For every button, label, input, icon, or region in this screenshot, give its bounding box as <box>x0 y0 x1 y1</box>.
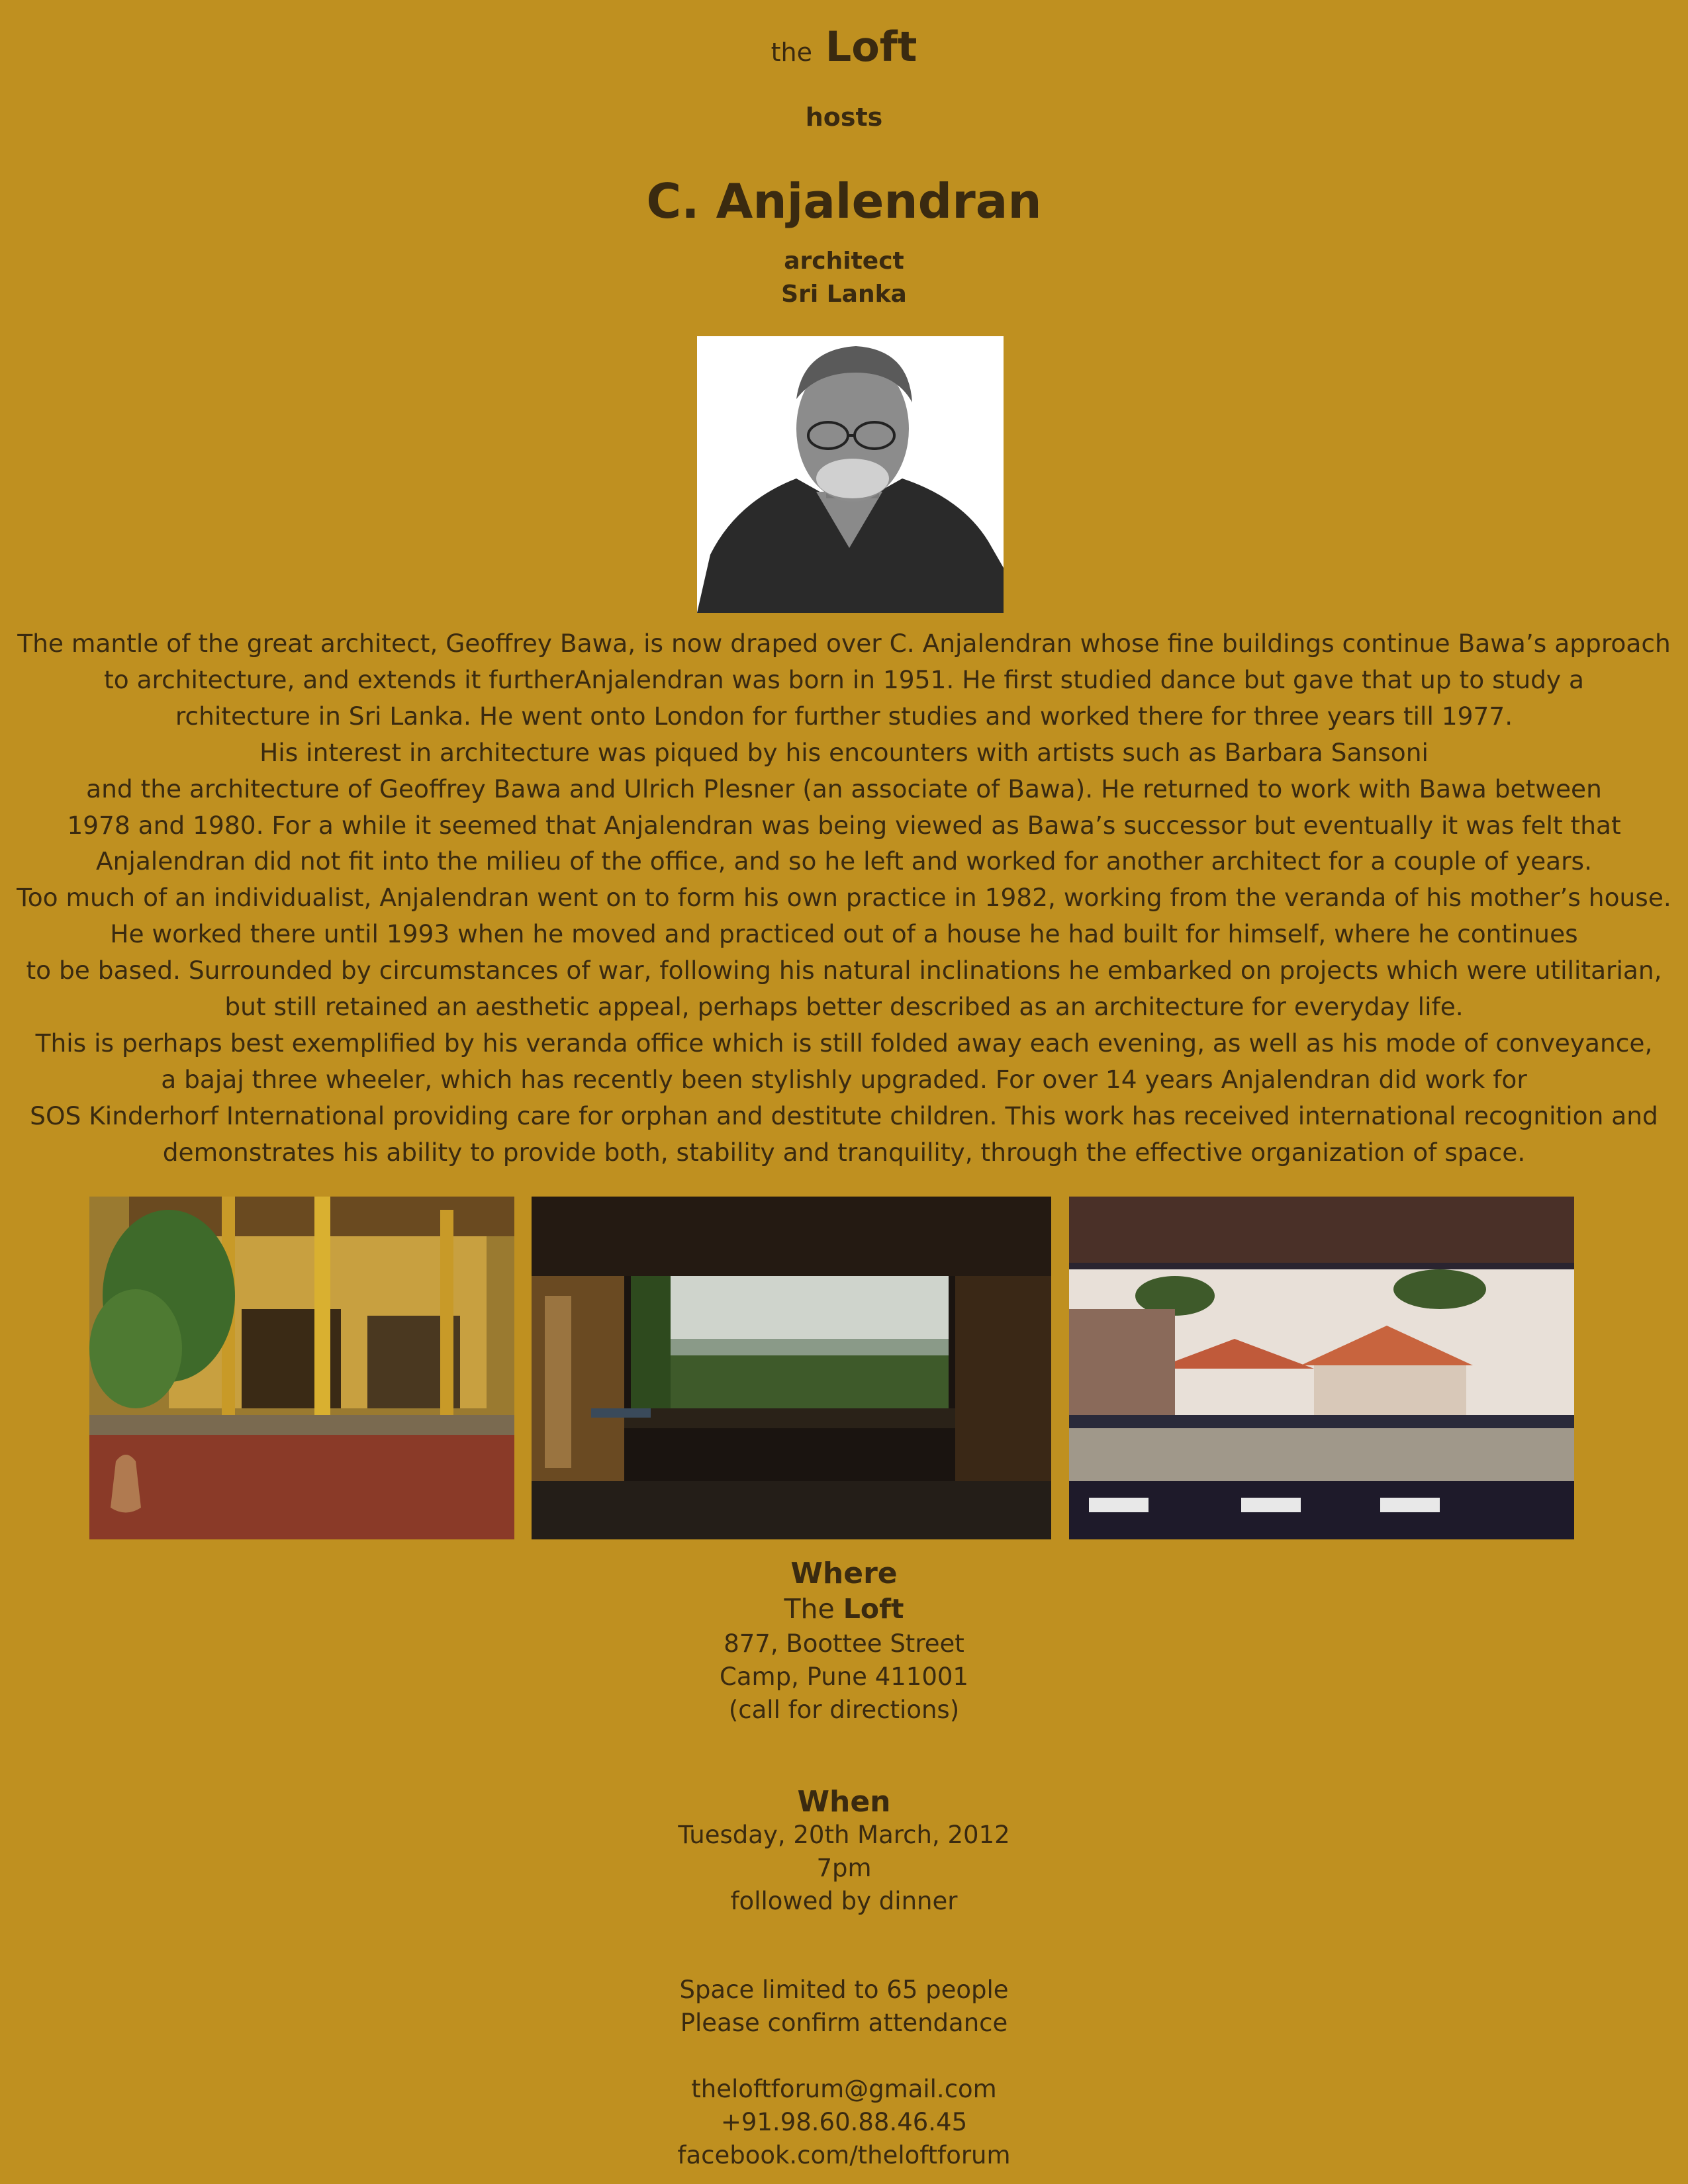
rsvp-section <box>0 1974 1688 2040</box>
event-time: 7pm <box>816 1854 872 1882</box>
bio-line: a bajaj three wheeler, which has recently been stylishly upgraded. For over 14 years Anjalendran did work for <box>161 1064 1527 1094</box>
bio-line: This is perhaps best exemplified by his veranda office which is still folded away each evening, as well as his mode of conveyance, <box>35 1028 1653 1058</box>
speaker-details <box>0 245 1688 311</box>
space-limit: Space limited to 65 people <box>679 1976 1009 2004</box>
when-heading: When <box>797 1785 891 1819</box>
venue-name: Loft <box>843 1593 904 1625</box>
where-heading: Where <box>790 1557 898 1590</box>
bio-line: 1978 and 1980. For a while it seemed that Anjalendran was being viewed as Bawa’s successor but eventually it was felt that <box>67 810 1621 840</box>
event-note: followed by dinner <box>730 1887 958 1915</box>
contact-email[interactable]: theloftforum@gmail.com <box>691 2075 997 2103</box>
contact-phone[interactable]: +91.98.60.88.46.45 <box>720 2108 968 2136</box>
speaker-portrait <box>697 336 1004 613</box>
venue <box>0 1590 1688 1627</box>
directions-note: (call for directions) <box>728 1696 960 1724</box>
event-date: Tuesday, 20th March, 2012 <box>678 1821 1010 1849</box>
where-section <box>0 1557 1688 1727</box>
speaker-role: architect <box>784 248 904 275</box>
bio-line: to be based. Surrounded by circumstances of war, following his natural inclinations he embarked on projects which were utilitarian, <box>26 956 1662 985</box>
when-section <box>0 1785 1688 1918</box>
address-line-2: Camp, Pune 411001 <box>720 1662 968 1691</box>
photo-veranda-view <box>532 1197 1051 1539</box>
bio-line: to architecture, and extends it furtherAnjalendran was born in 1951. He first studied dance but gave that up to study a <box>104 664 1584 694</box>
bio-line: rchitecture in Sri Lanka. He went onto London for further studies and worked there for three years till 1977. <box>175 701 1513 731</box>
venue-prefix: The <box>784 1593 835 1625</box>
bio-line: He worked there until 1993 when he moved and practiced out of a house he had built for himself, where he continues <box>110 919 1578 949</box>
brand-the: the <box>771 38 812 67</box>
photo-courtyard-house <box>89 1197 514 1539</box>
bio-line: but still retained an aesthetic appeal, perhaps better described as an architecture for everyday life. <box>224 992 1464 1022</box>
brand-loft: Loft <box>825 23 917 71</box>
bio-line: Anjalendran did not fit into the milieu of the office, and so he left and worked for another architect for a couple of years. <box>95 846 1593 876</box>
bio-line: and the architecture of Geoffrey Bawa and Ulrich Plesner (an associate of Bawa). He returned to work with Bawa between <box>86 774 1602 803</box>
confirm-attendance: Please confirm attendance <box>680 2009 1008 2037</box>
biography <box>13 625 1675 1171</box>
photo-rooftops <box>1069 1197 1574 1539</box>
bio-line: Too much of an individualist, Anjalendran went on to form his own practice in 1982, working from the veranda of his mother’s house. <box>17 883 1671 913</box>
bio-line: His interest in architecture was piqued by his encounters with artists such as Barbara Sansoni <box>259 737 1429 767</box>
speaker-name: C. Anjalendran <box>646 173 1042 229</box>
brand-title <box>0 23 1688 71</box>
contact-facebook[interactable]: facebook.com/theloftforum <box>677 2141 1011 2169</box>
bio-line: The mantle of the great architect, Geoffrey Bawa, is now draped over C. Anjalendran whose fine buildings continue Bawa’s approach <box>17 629 1671 658</box>
hosts-label: hosts <box>805 103 883 132</box>
bio-line: demonstrates his ability to provide both, stability and tranquility, through the effective organization of space. <box>162 1137 1526 1167</box>
contact-section <box>0 2073 1688 2172</box>
address-line-1: 877, Boottee Street <box>724 1629 964 1658</box>
speaker-country: Sri Lanka <box>781 281 907 308</box>
bio-line: SOS Kinderhorf International providing care for orphan and destitute children. This work has received international recognition and <box>30 1101 1658 1130</box>
